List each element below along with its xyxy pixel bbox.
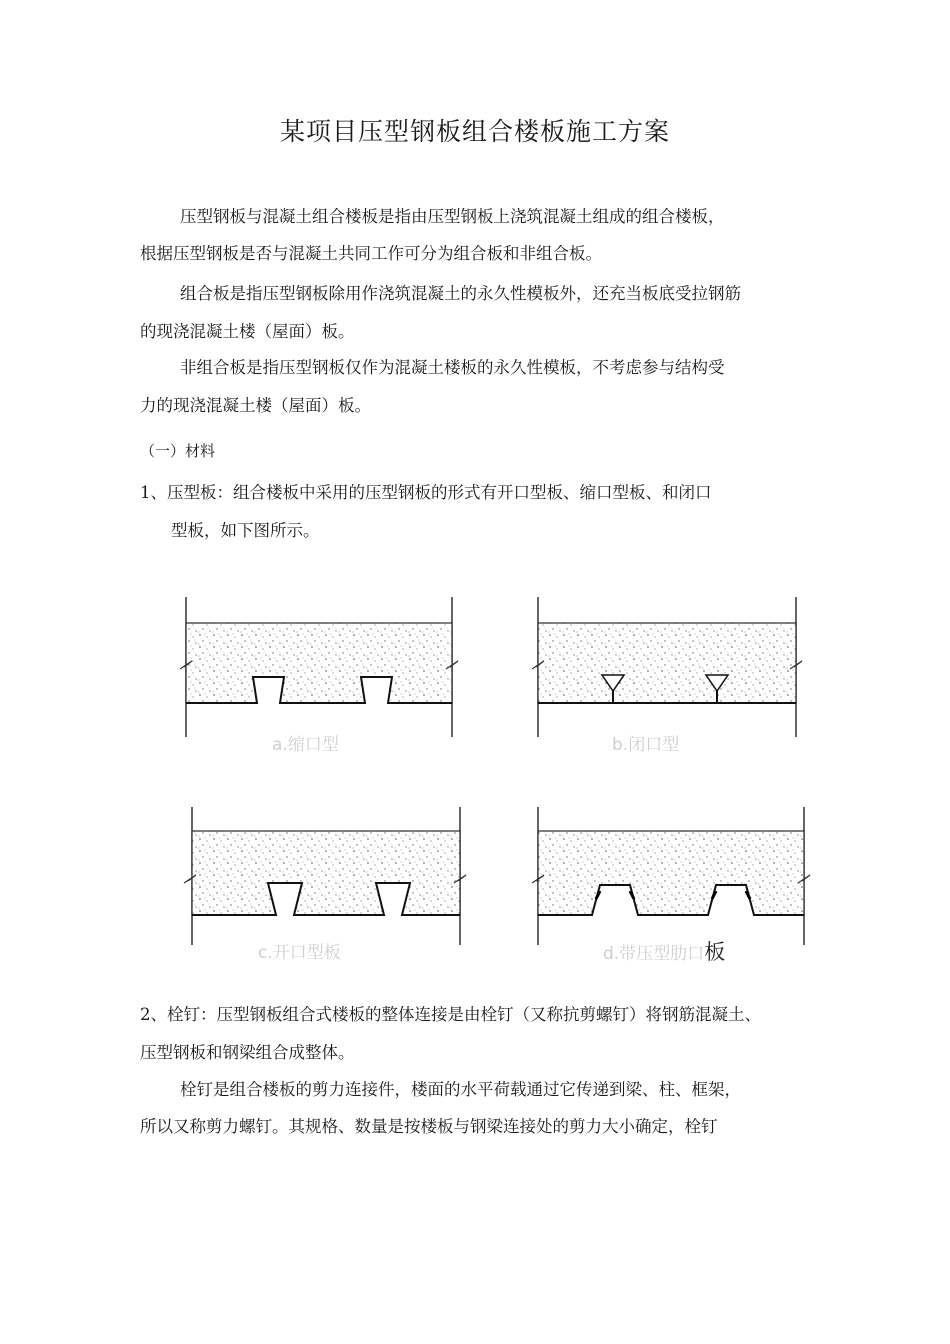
paragraph-line: 力的现浇混凝土楼（屋面）板。 xyxy=(140,396,371,415)
section-heading: （一）材料 xyxy=(140,442,216,460)
list-item-line: 型板，如下图所示。 xyxy=(171,521,320,540)
paragraph-line: 压型钢板与混凝土组合楼板是指由压型钢板上浇筑混凝土组成的组合楼板， xyxy=(180,207,725,226)
paragraph-line: 组合板是指压型钢板除用作浇筑混凝土的永久性模板外，还充当板底受拉钢筋 xyxy=(180,284,741,303)
figure-caption-d-faded: d.带压型肋口 xyxy=(603,944,705,964)
figure-caption-d-tail: 板 xyxy=(704,940,726,964)
figure-caption-d xyxy=(603,936,725,966)
paragraph-line: 栓钉是组合楼板的剪力连接件，楼面的水平荷载通过它传递到梁、柱、框架， xyxy=(180,1080,741,1099)
figure-caption-b: b.闭口型 xyxy=(612,735,680,755)
paragraph-line: 非组合板是指压型钢板仅作为混凝土楼板的永久性模板，不考虑参与结构受 xyxy=(180,358,725,377)
deck-section-b xyxy=(532,597,802,737)
paragraph-line: 根据压型钢板是否与混凝土共同工作可分为组合板和非组合板。 xyxy=(140,244,602,263)
deck-profile-figure xyxy=(170,585,830,975)
deck-section-d xyxy=(532,807,810,945)
list-item-line: 压型钢板和钢梁组合成整体。 xyxy=(140,1043,355,1062)
page-title: 某项目压型钢板组合楼板施工方案 xyxy=(279,117,670,146)
paragraph-line: 所以又称剪力螺钉。其规格、数量是按楼板与钢梁连接处的剪力大小确定，栓钉 xyxy=(140,1117,718,1136)
list-item-line: 1、压型板：组合楼板中采用的压型钢板的形式有开口型板、缩口型板、和闭口 xyxy=(140,483,712,502)
deck-section-a xyxy=(180,597,458,737)
paragraph-line: 的现浇混凝土楼（屋面）板。 xyxy=(140,322,355,341)
figure-caption-c: c.开口型板 xyxy=(258,943,341,963)
figure-caption-a: a.缩口型 xyxy=(272,735,339,755)
list-item-line: 2、栓钉：压型钢板组合式楼板的整体连接是由栓钉（又称抗剪螺钉）将钢筋混凝土、 xyxy=(140,1005,761,1024)
deck-section-c xyxy=(184,807,466,945)
